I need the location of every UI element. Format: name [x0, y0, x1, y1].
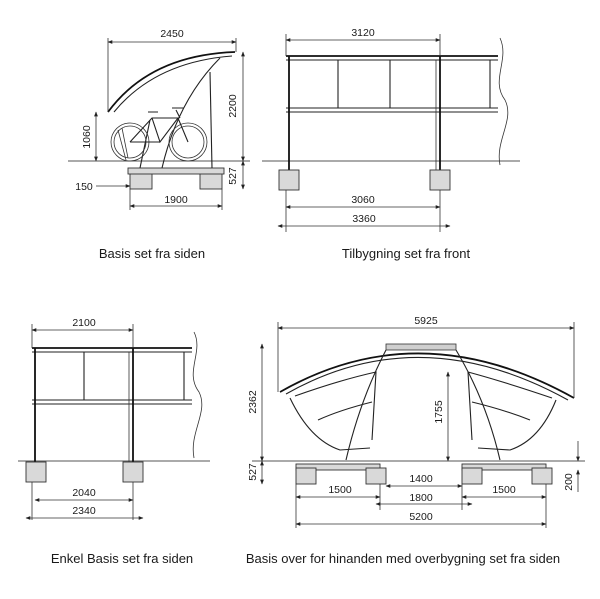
panel-double-side: [246, 315, 585, 566]
dim-1500-right: 1500: [492, 484, 516, 496]
dim-150: 150: [75, 181, 93, 193]
break-line: [499, 38, 508, 165]
panel-extension-front: [262, 27, 520, 261]
foundation-block: [462, 468, 482, 484]
dim-527: 527: [247, 463, 259, 481]
roof-curve: [108, 52, 235, 112]
caption-single-side: Enkel Basis set fra siden: [50, 551, 194, 566]
dim-2340: 2340: [72, 505, 96, 517]
caption-basis-side: Basis set fra siden: [98, 246, 206, 261]
dim-3360: 3360: [352, 213, 376, 225]
right-shelter-arch: [456, 350, 500, 460]
post-rear: [210, 72, 212, 168]
dim-3060: 3060: [351, 194, 375, 206]
bicycle-icon: [111, 108, 207, 161]
dim-1755: 1755: [433, 400, 445, 424]
dim-3120: 3120: [351, 27, 375, 39]
dim-1400: 1400: [409, 473, 433, 485]
foundation-block: [366, 468, 386, 484]
dim-1800: 1800: [409, 492, 433, 504]
dim-2362: 2362: [247, 390, 259, 414]
foundation-block-left: [279, 170, 299, 190]
caption-extension-front: Tilbygning set fra front: [341, 246, 471, 261]
dim-2040: 2040: [72, 487, 96, 499]
caption-double-side: Basis over for hinanden med overbygning set fra siden: [245, 551, 561, 566]
dim-1900: 1900: [164, 194, 188, 206]
roof-inner-curve: [286, 357, 568, 400]
right-shelter-brace: [472, 402, 530, 420]
break-line: [193, 332, 202, 458]
left-shelter-brace: [318, 402, 372, 420]
dim-200: 200: [563, 473, 575, 491]
dim-1500-left: 1500: [328, 484, 352, 496]
roof-ridge: [386, 344, 456, 350]
dim-5925: 5925: [414, 315, 438, 327]
dim-527: 527: [227, 167, 239, 185]
foundation-block: [532, 468, 552, 484]
dim-2450: 2450: [160, 28, 184, 40]
panel-basis-side: [68, 28, 250, 261]
left-shelter-panel: [295, 372, 376, 440]
dim-2200: 2200: [227, 94, 239, 118]
foundation-block-left: [26, 462, 46, 482]
dim-2100: 2100: [72, 317, 96, 329]
panel-single-side: [18, 317, 210, 566]
foundation-beam: [128, 168, 224, 174]
dim-5200: 5200: [409, 511, 433, 523]
foundation-block-right: [123, 462, 143, 482]
dim-1060: 1060: [81, 125, 93, 149]
foundation-block: [296, 468, 316, 484]
foundation-block-right: [430, 170, 450, 190]
